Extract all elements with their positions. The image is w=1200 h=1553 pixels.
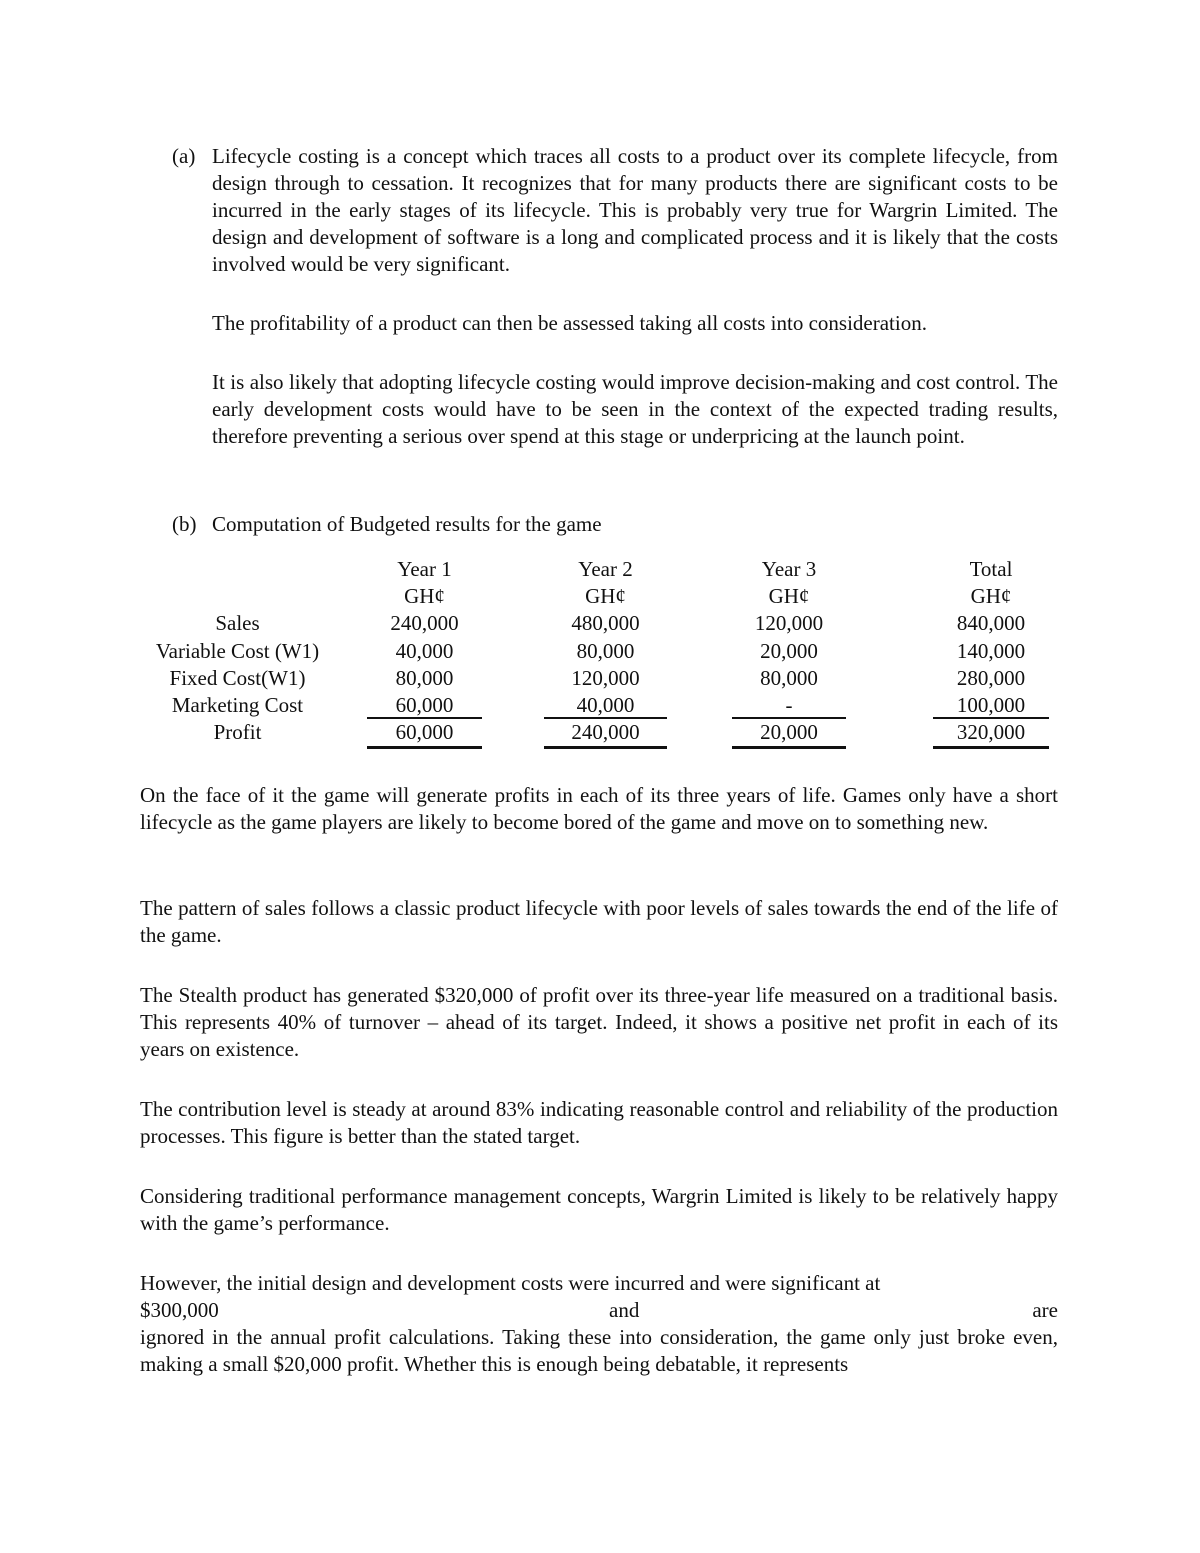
table-cell: 100,000: [956, 693, 1026, 717]
final-paragraph-line2: [140, 1297, 1058, 1324]
body-paragraph: The Stealth product has generated $320,000 of profit over its three-year life measured on a traditional basis. This represents 40% of turnover – ahead of its target. Indeed, it shows a positive net profit in each of its years on existence.: [140, 983, 1058, 1061]
total-rule: [367, 746, 482, 749]
table-cell: -: [785, 693, 793, 717]
body-paragraph: The contribution level is steady at around 83% indicating reasonable control and reliability of the production processes. This figure is better than the stated target.: [140, 1097, 1058, 1148]
table-cell: 120,000: [571, 666, 640, 690]
currency-label: GH¢: [585, 584, 626, 608]
row-label: Variable Cost (W1): [155, 639, 320, 663]
section-a: [172, 143, 1058, 450]
section-a-paragraph: It is also likely that adopting lifecycle costing would improve decision-making and cost control. The early development costs would have to be seen in the context of the expected trading results, therefore preventing a serious over spend at this stage or underpricing at the launch point.: [212, 370, 1058, 448]
section-b-label: (b): [172, 512, 197, 536]
row-label: Fixed Cost(W1): [169, 666, 306, 690]
column-header: Year 2: [578, 557, 633, 581]
final-paragraph-rest: ignored in the annual profit calculations. Taking these into consideration, the game only just broke even, making a small $20,000 profit. Whether this is enough being debatable, it represents: [140, 1325, 1058, 1376]
subtotal-rule: [933, 717, 1049, 719]
table-cell: 240,000: [571, 720, 640, 744]
section-a-body: [212, 143, 1058, 450]
table-currency-row: [140, 583, 1060, 610]
table-cell: 20,000: [760, 720, 818, 744]
table-cell: 80,000: [760, 666, 818, 690]
table-cell: 40,000: [576, 693, 635, 717]
body-paragraph: The pattern of sales follows a classic product lifecycle with poor levels of sales towards the end of the life of the game.: [140, 896, 1058, 947]
subtotal-rule: [544, 717, 667, 719]
total-rule: [933, 746, 1049, 749]
table-cell: 20,000: [760, 639, 818, 663]
table-header-row: [140, 556, 1060, 583]
subtotal-rule: [732, 717, 846, 719]
section-a-label: (a): [172, 144, 196, 168]
currency-label: GH¢: [970, 584, 1012, 608]
table-cell: 60,000: [395, 720, 454, 744]
table-cell: 120,000: [754, 611, 824, 635]
table-row: [140, 638, 1060, 665]
table-cell: 320,000: [956, 720, 1026, 744]
row-label: Profit: [213, 720, 262, 744]
table-cell: 240,000: [390, 611, 459, 635]
section-a-paragraph: Lifecycle costing is a concept which traces all costs to a product over its complete lifecycle, from design through to cessation. It recognizes that for many products there are significant costs to be incurred in the early stages of its lifecycle. This is probably very true for Wargrin Limited. The design and development of software is a long and complicated process and it is likely that the costs involved would be very significant.: [212, 144, 1058, 276]
table-cell: 140,000: [956, 639, 1026, 663]
currency-label: GH¢: [768, 584, 810, 608]
column-header: Total: [969, 557, 1013, 581]
table-cell: 40,000: [395, 639, 454, 663]
subtotal-rule: [367, 717, 482, 719]
table-cell: 840,000: [956, 611, 1026, 635]
table-row: [140, 692, 1060, 719]
table-row: [140, 665, 1060, 692]
table-cell: 280,000: [956, 666, 1026, 690]
currency-label: GH¢: [404, 584, 445, 608]
body-paragraph: On the face of it the game will generate profits in each of its three years of life. Games only have a short lifecycle as the game players are likely to become bored of the game and move on to something new.: [140, 783, 1058, 834]
body-paragraph: Considering traditional performance management concepts, Wargrin Limited is likely to be relatively happy with the game’s performance.: [140, 1184, 1058, 1235]
table-row: [140, 719, 1060, 746]
total-rule: [732, 746, 846, 749]
table-row: [140, 610, 1060, 637]
section-b: [172, 511, 1058, 538]
conjunction-word: and: [609, 1298, 640, 1322]
table-cell: 80,000: [576, 639, 635, 663]
table-cell: 80,000: [395, 666, 454, 690]
total-rule: [544, 746, 667, 749]
row-label: Marketing Cost: [171, 693, 304, 717]
section-a-paragraph: The profitability of a product can then be assessed taking all costs into consideration.: [212, 311, 927, 335]
verb-word: are: [1032, 1298, 1058, 1322]
table-cell: 480,000: [571, 611, 640, 635]
section-b-heading: Computation of Budgeted results for the game: [212, 512, 602, 536]
amount-word: $300,000: [140, 1298, 219, 1322]
final-paragraph-line1: However, the initial design and development costs were incurred and were significant at: [140, 1271, 881, 1295]
row-label: Sales: [215, 611, 260, 635]
column-header: Year 3: [761, 557, 817, 581]
column-header: Year 1: [397, 557, 452, 581]
table-cell: 60,000: [395, 693, 454, 717]
